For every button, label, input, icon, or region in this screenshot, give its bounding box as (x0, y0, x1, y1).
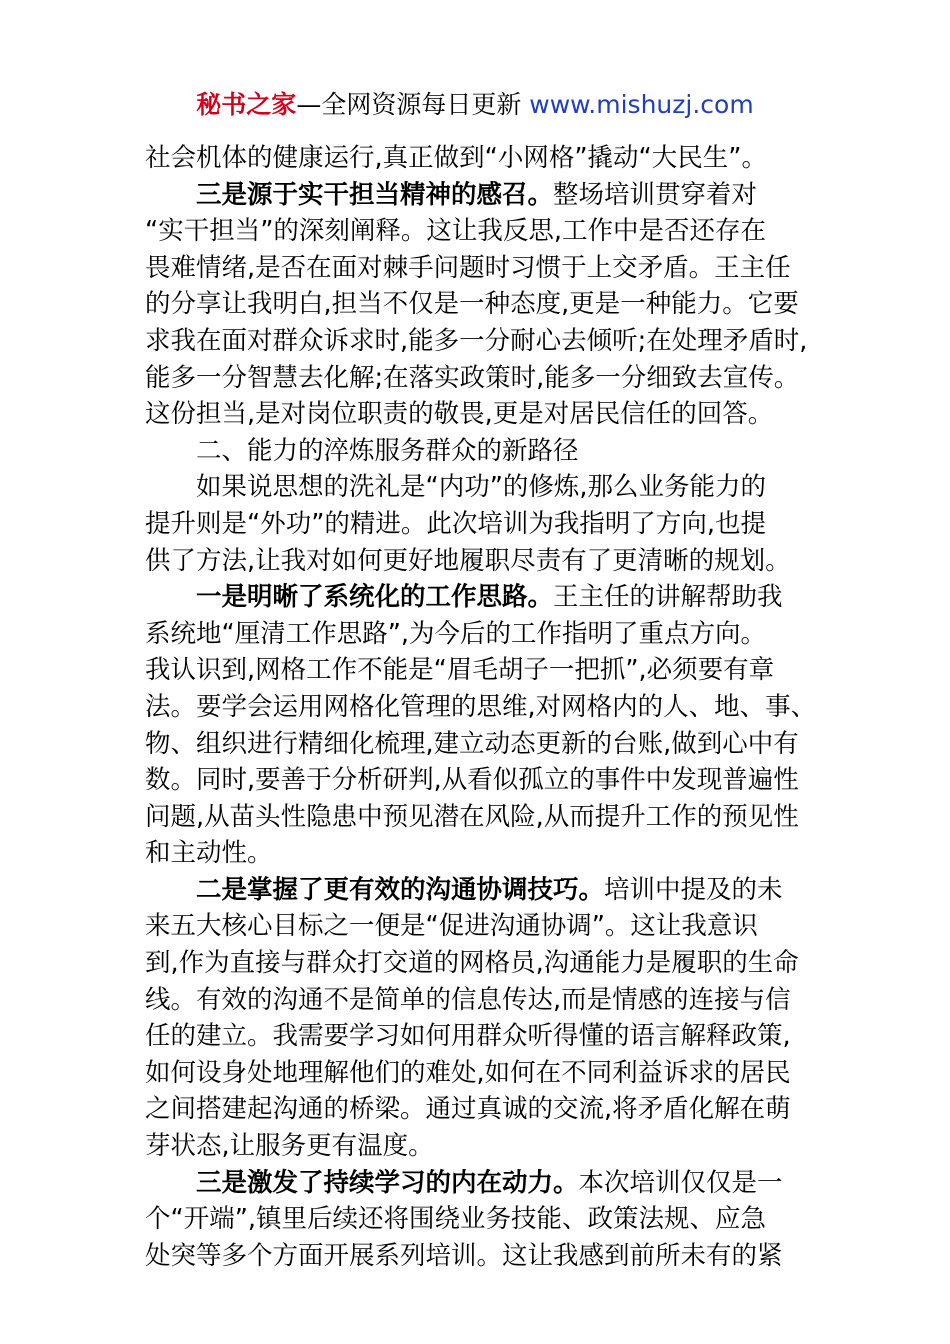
text-line (145, 177, 825, 214)
text-line: 如果说思想的洗礼是“内功”的修炼,那么业务能力的 (196, 472, 767, 503)
text-line: 芽状态,让服务更有温度。 (145, 1131, 434, 1162)
text-line: 个“开端”,镇里后续还将围绕业务技能、政策法规、应急 (145, 1204, 767, 1235)
text-line (145, 872, 825, 909)
text-line: 问题,从苗头性隐患中预见潜在风险,从而提升工作的预见性 (145, 801, 799, 832)
site-url-link[interactable]: www.mishuzj.com (529, 90, 754, 119)
text-line (145, 579, 825, 616)
bold-heading: 三是源于实干担当精神的感召。 (196, 179, 554, 210)
text-line: 这份担当,是对岗位职责的敬畏,更是对居民信任的回答。 (145, 399, 774, 430)
text-line: “实干担当”的深刻阐释。这让我反思,工作中是否还存在 (145, 216, 767, 247)
text-line: 我认识到,网格工作不能是“眉毛胡子一把抓”,必须要有章 (145, 655, 775, 686)
text-line: 系统地“厘清工作思路”,为今后的工作指明了重点方向。 (145, 618, 767, 649)
line-text: 王主任的讲解帮助我 (553, 582, 783, 613)
text-line (145, 1165, 825, 1202)
line-text: 整场培训贯穿着对 (553, 179, 758, 210)
section-heading: 二、能力的淬炼服务群众的新路径 (196, 435, 579, 466)
text-line: 数。同时,要善于分析研判,从看似孤立的事件中发现普遍性 (145, 765, 799, 796)
header-tagline: —全网资源每日更新 (296, 90, 530, 119)
text-line: 到,作为直接与群众打交道的网格员,沟通能力是履职的生命 (145, 948, 799, 979)
text-line: 之间搭建起沟通的桥梁。通过真诚的交流,将矛盾化解在萌 (145, 1094, 791, 1125)
text-line: 供了方法,让我对如何更好地履职尽责有了更清晰的规划。 (145, 545, 791, 576)
text-line: 畏难情绪,是否在面对棘手问题时习惯于上交矛盾。王主任 (145, 252, 791, 283)
text-line: 的分享让我明白,担当不仅是一种态度,更是一种能力。它要 (145, 289, 799, 320)
brand-name: 秘书之家 (196, 90, 297, 119)
document-body (145, 140, 825, 1274)
text-line: 线。有效的沟通不是简单的信息传达,而是情感的连接与信 (145, 984, 791, 1015)
text-line: 处突等多个方面开展系列培训。这让我感到前所未有的紧 (145, 1240, 783, 1271)
text-line: 物、组织进行精细化梳理,建立动态更新的台账,做到心中有 (145, 728, 799, 759)
text-line: 如何设身处地理解他们的难处,如何在不同利益诉求的居民 (145, 1057, 791, 1088)
text-line: 社会机体的健康运行,真正做到“小网格”撬动“大民生”。 (145, 143, 767, 173)
text-line: 来五大核心目标之一便是“促进沟通协调”。这让我意识 (145, 911, 758, 942)
line-text: 本次培训仅仅是一 (578, 1167, 783, 1198)
bold-heading: 三是激发了持续学习的内在动力。 (196, 1167, 579, 1198)
text-line: 提升则是“外功”的精进。此次培训为我指明了方向,也提 (145, 508, 767, 539)
text-line: 任的建立。我需要学习如何用群众听得懂的语言解释政策, (145, 1021, 791, 1052)
bold-heading: 一是明晰了系统化的工作思路。 (196, 582, 554, 613)
bold-heading: 二是掌握了更有效的沟通协调技巧。 (196, 874, 605, 905)
text-line: 和主动性。 (145, 838, 273, 869)
text-line: 能多一分智慧去化解;在落实政策时,能多一分细致去宣传。 (145, 362, 800, 393)
text-line: 法。要学会运用网格化管理的思维,对网格内的人、地、事、 (145, 691, 817, 722)
text-line: 求我在面对群众诉求时,能多一分耐心去倾听;在处理矛盾时, (145, 325, 808, 356)
line-text: 培训中提及的未 (604, 874, 783, 905)
site-header (0, 88, 950, 122)
